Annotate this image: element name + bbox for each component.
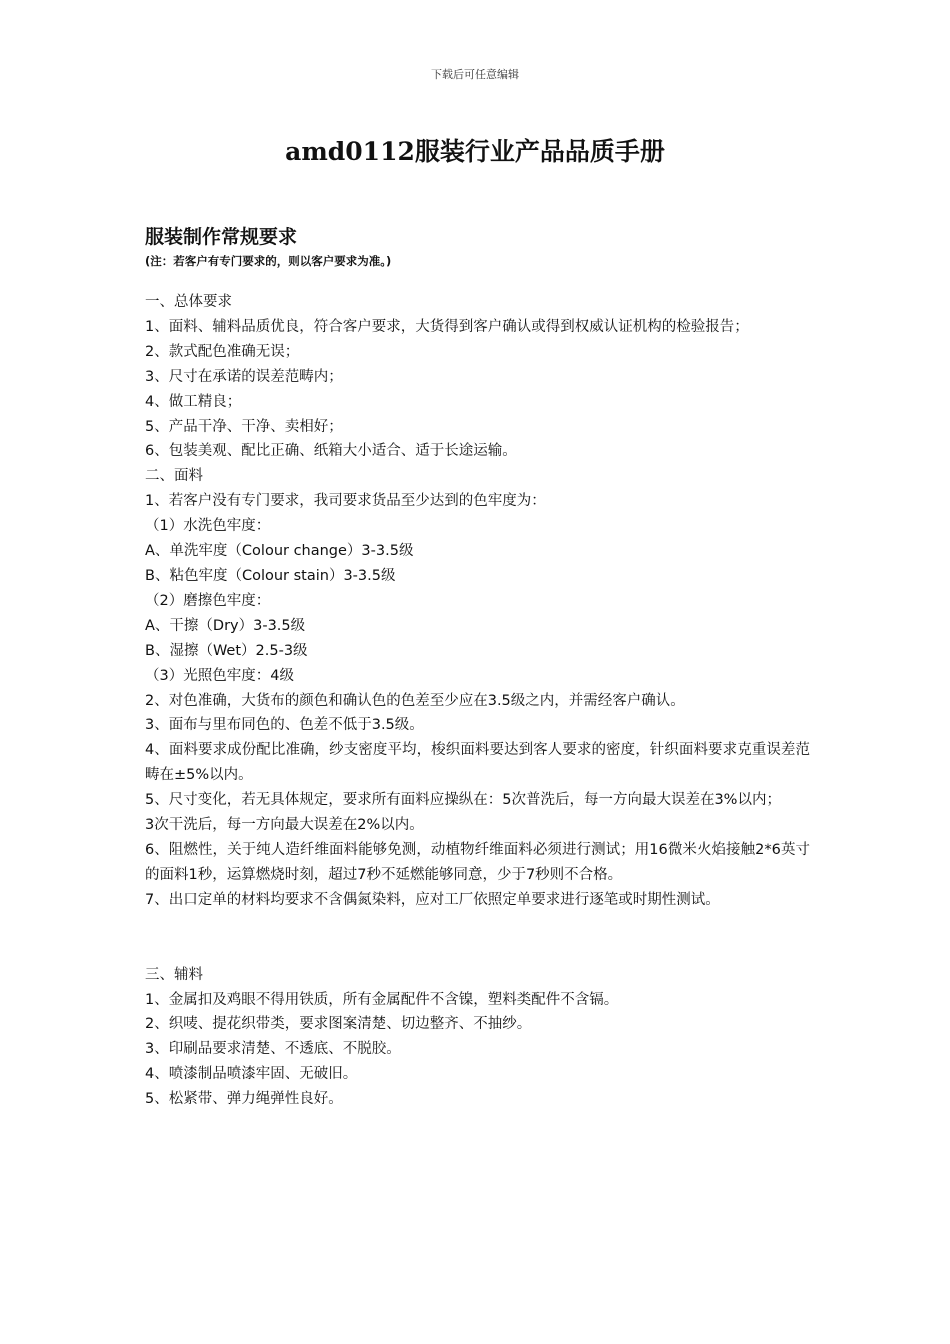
paragraph: 4、做工精良； bbox=[145, 393, 242, 410]
paragraph: 2、对色准确，大货布的颜色和确认色的色差至少应在3.5级之内，并需经客户确认。 bbox=[145, 692, 685, 709]
section-heading: 服装制作常规要求 bbox=[145, 226, 298, 248]
paragraph: 1、面料、辅料品质优良，符合客户要求，大货得到客户确认或得到权威认证机构的检验报告； bbox=[145, 318, 749, 335]
paragraph: 5、尺寸变化，若无具体规定，要求所有面料应操纵在：5次普洗后，每一方向最大误差在3%以内； bbox=[145, 792, 781, 809]
paragraph: B、粘色牢度（Colour stain）3-3.5级 bbox=[145, 567, 396, 584]
paragraph: 4、面料要求成份配比准确，纱支密度平均，梭织面料要达到客人要求的密度，针织面料要求克重误差范畴在±5%以内。 bbox=[145, 742, 810, 784]
heading-general-requirements: 一、总体要求 bbox=[145, 294, 232, 310]
paragraph: 3、尺寸在承诺的误差范畴内； bbox=[145, 368, 343, 385]
page-header-note: 下载后可任意编辑 bbox=[431, 68, 519, 81]
paragraph: 3、面布与里布同色的、色差不低于3.5级。 bbox=[145, 717, 424, 734]
paragraph: （1）水洗色牢度： bbox=[145, 518, 271, 535]
paragraph: 6、包装美观、配比正确、纸箱大小适合、适于长途运输。 bbox=[145, 443, 517, 460]
paragraph: B、湿擦（Wet）2.5-3级 bbox=[145, 642, 308, 659]
paragraph: 5、松紧带、弹力绳弹性良好。 bbox=[145, 1091, 343, 1108]
paragraph: 2、款式配色准确无误； bbox=[145, 343, 300, 360]
paragraph: A、干擦（Dry）3-3.5级 bbox=[145, 617, 306, 634]
paragraph: 1、金属扣及鸡眼不得用铁质，所有金属配件不含镍，塑料类配件不含镉。 bbox=[145, 991, 619, 1008]
document-title: amd0112服装行业产品品质手册 bbox=[285, 137, 665, 166]
paragraph: （2）磨擦色牢度： bbox=[145, 592, 271, 609]
paragraph: 3、印刷品要求清楚、不透底、不脱胶。 bbox=[145, 1041, 401, 1058]
paragraph: （3）光照色牢度：4级 bbox=[145, 667, 294, 684]
paragraph: 1、若客户没有专门要求，我司要求货品至少达到的色牢度为： bbox=[145, 493, 546, 510]
heading-fabric: 二、面料 bbox=[145, 468, 203, 485]
blank-space bbox=[145, 913, 810, 963]
paragraph: 6、阻燃性，关于纯人造纤维面料能够免测，动植物纤维面料必须进行测试；用16微米火焰接触2*6英寸的面料1秒，运算燃烧时刻，超过7秒不延燃能够同意，少于7秒则不合格。 bbox=[145, 841, 810, 883]
paragraph: 7、出口定单的材料均要求不含偶氮染料，应对工厂依照定单要求进行逐笔或时期性测试。 bbox=[145, 891, 720, 908]
paragraph: 4、喷漆制品喷漆牢固、无破旧。 bbox=[145, 1066, 358, 1083]
paragraph: 2、织唛、提花织带类，要求图案清楚、切边整齐、不抽纱。 bbox=[145, 1016, 532, 1033]
heading-accessories: 三、辅料 bbox=[145, 966, 203, 983]
paragraph: A、单洗牢度（Colour change）3-3.5级 bbox=[145, 543, 414, 560]
paragraph: 5、产品干净、干净、卖相好； bbox=[145, 418, 343, 435]
document-body bbox=[145, 222, 810, 1112]
section-note: (注：若客户有专门要求的，则以客户要求为准。) bbox=[145, 254, 392, 268]
paragraph: 3次干洗后，每一方向最大误差在2%以内。 bbox=[145, 817, 424, 834]
